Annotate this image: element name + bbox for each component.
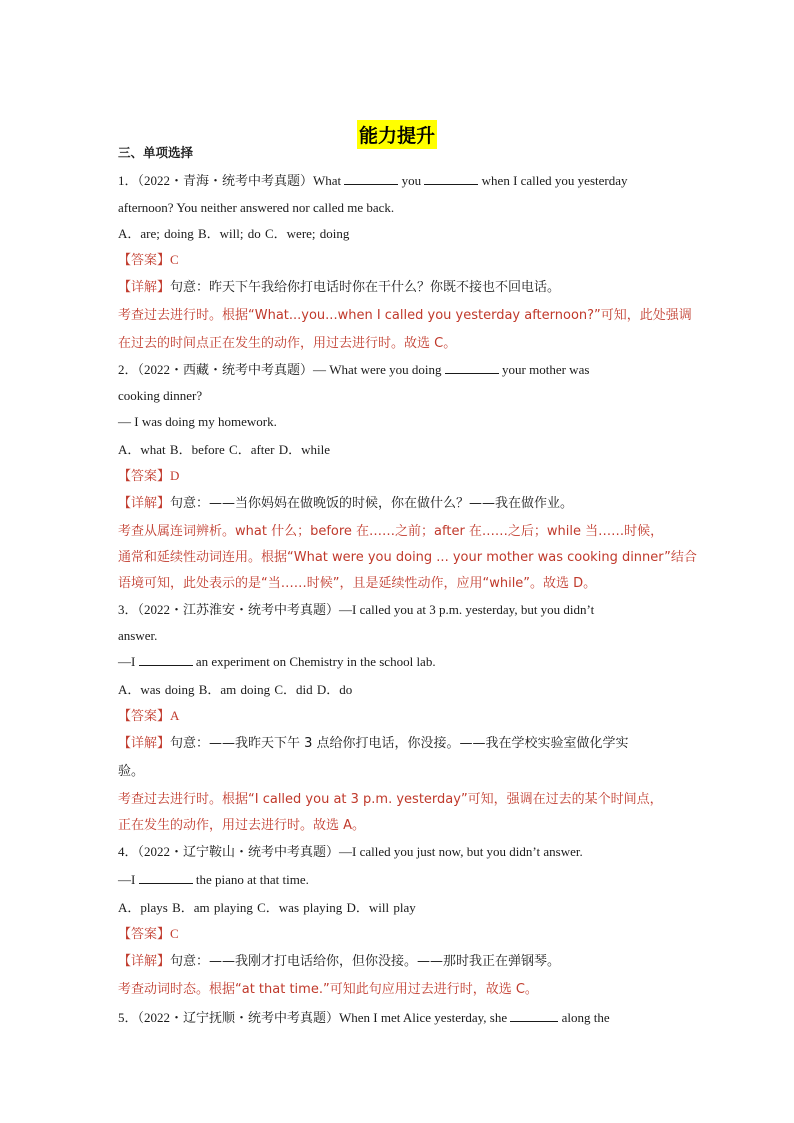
question-1 bbox=[118, 172, 692, 353]
section-heading: 三、单项选择 bbox=[118, 145, 194, 160]
content bbox=[118, 144, 697, 1027]
question-stem-line: afternoon? You neither answered nor called me back. bbox=[118, 200, 395, 215]
question-stem-line: 3．（2022・江苏淮安・统考中考真题）—I called you at 3 p.m. yesterday, but you didn’t bbox=[118, 602, 595, 617]
question-options: A．plays B．am playing C．was playing D．will play bbox=[118, 900, 416, 915]
detail-line: 考查过去进行时。根据“I called you at 3 p.m. yesterday”可知，强调在过去的某个时间点， bbox=[118, 792, 663, 807]
page-title: 能力提升 bbox=[357, 120, 437, 149]
answer-blank bbox=[424, 172, 478, 185]
answer-label: 【答案】 bbox=[118, 469, 171, 484]
detail-line: 考查从属连词辨析。what 什么；before 在……之前；after 在……之后；while 当……时候， bbox=[118, 524, 664, 539]
question-stem-line: 5．（2022・辽宁抚顺・统考中考真题）When I met Alice yesterday, she along the bbox=[118, 1010, 610, 1025]
question-stem-line: answer. bbox=[118, 628, 158, 643]
answer-value: D bbox=[170, 468, 180, 483]
detail-line: 语境可知，此处表示的是“当……时候”，且是延续性动作，应用“while”。故选 D。 bbox=[118, 576, 597, 591]
detail-line: 验。 bbox=[118, 764, 145, 779]
answer-blank bbox=[510, 1009, 558, 1022]
answer-line bbox=[118, 707, 688, 726]
question-stem-line: — I was doing my homework. bbox=[118, 414, 277, 429]
question-4 bbox=[118, 843, 688, 999]
detail-label: 【详解】 bbox=[118, 736, 171, 751]
answer-blank bbox=[139, 871, 193, 884]
question-options: A．are; doing B．will; do C．were; doing bbox=[118, 226, 350, 241]
detail-line: 通常和延续性动词连用。根据“What were you doing ... your mother was cooking dinner”结合 bbox=[118, 550, 697, 565]
detail-line: 考查动词时态。根据“at that time.”可知此句应用过去进行时，故选 C。 bbox=[118, 982, 538, 997]
detail-label: 【详解】 bbox=[118, 496, 171, 511]
question-3 bbox=[118, 601, 688, 835]
question-stem-line: 1．（2022・青海・统考中考真题）What you when I called you yesterday bbox=[118, 173, 628, 188]
question-stem-line: —I an experiment on Chemistry in the school lab. bbox=[118, 654, 436, 669]
question-options: A．what B．before C．after D．while bbox=[118, 442, 331, 457]
question-2 bbox=[118, 361, 697, 593]
detail-label: 【详解】 bbox=[118, 954, 171, 969]
answer-label: 【答案】 bbox=[118, 709, 171, 724]
answer-label: 【答案】 bbox=[118, 253, 171, 268]
answer-value: C bbox=[170, 926, 179, 941]
answer-label: 【答案】 bbox=[118, 927, 171, 942]
question-stem-line: —I the piano at that time. bbox=[118, 872, 309, 887]
detail-line: 【详解】句意：——我昨天下午 3 点给你打电话，你没接。——我在学校实验室做化学实 bbox=[118, 736, 629, 751]
detail-line: 正在发生的动作，用过去进行时。故选 A。 bbox=[118, 818, 366, 833]
answer-value: C bbox=[170, 252, 179, 267]
answer-value: A bbox=[170, 708, 180, 723]
answer-blank bbox=[139, 653, 193, 666]
question-stem-line: cooking dinner? bbox=[118, 388, 203, 403]
detail-line: 【详解】句意：——当你妈妈在做晚饭的时候，你在做什么？——我在做作业。 bbox=[118, 496, 574, 511]
detail-line: 考查过去进行时。根据“What...you...when I called you yesterday afternoon?”可知，此处强调 bbox=[118, 308, 692, 323]
question-options: A．was doing B．am doing C．did D．do bbox=[118, 682, 353, 697]
answer-line bbox=[118, 251, 688, 270]
question-stem-line: 4．（2022・辽宁鞍山・统考中考真题）—I called you just now, but you didn’t answer. bbox=[118, 844, 583, 859]
question-5 bbox=[118, 1009, 688, 1027]
detail-label: 【详解】 bbox=[118, 280, 171, 295]
answer-blank bbox=[344, 172, 398, 185]
answer-line bbox=[118, 467, 688, 486]
detail-line: 【详解】句意：昨天下午我给你打电话时你在干什么？你既不接也不回电话。 bbox=[118, 280, 561, 295]
detail-line: 【详解】句意：——我刚才打电话给你，但你没接。——那时我正在弹钢琴。 bbox=[118, 954, 561, 969]
detail-line: 在过去的时间点正在发生的动作，用过去进行时。故选 C。 bbox=[118, 336, 457, 351]
question-stem-line: 2．（2022・西藏・统考中考真题）— What were you doing your mother was bbox=[118, 362, 590, 377]
answer-blank bbox=[445, 361, 499, 374]
answer-line bbox=[118, 925, 688, 944]
